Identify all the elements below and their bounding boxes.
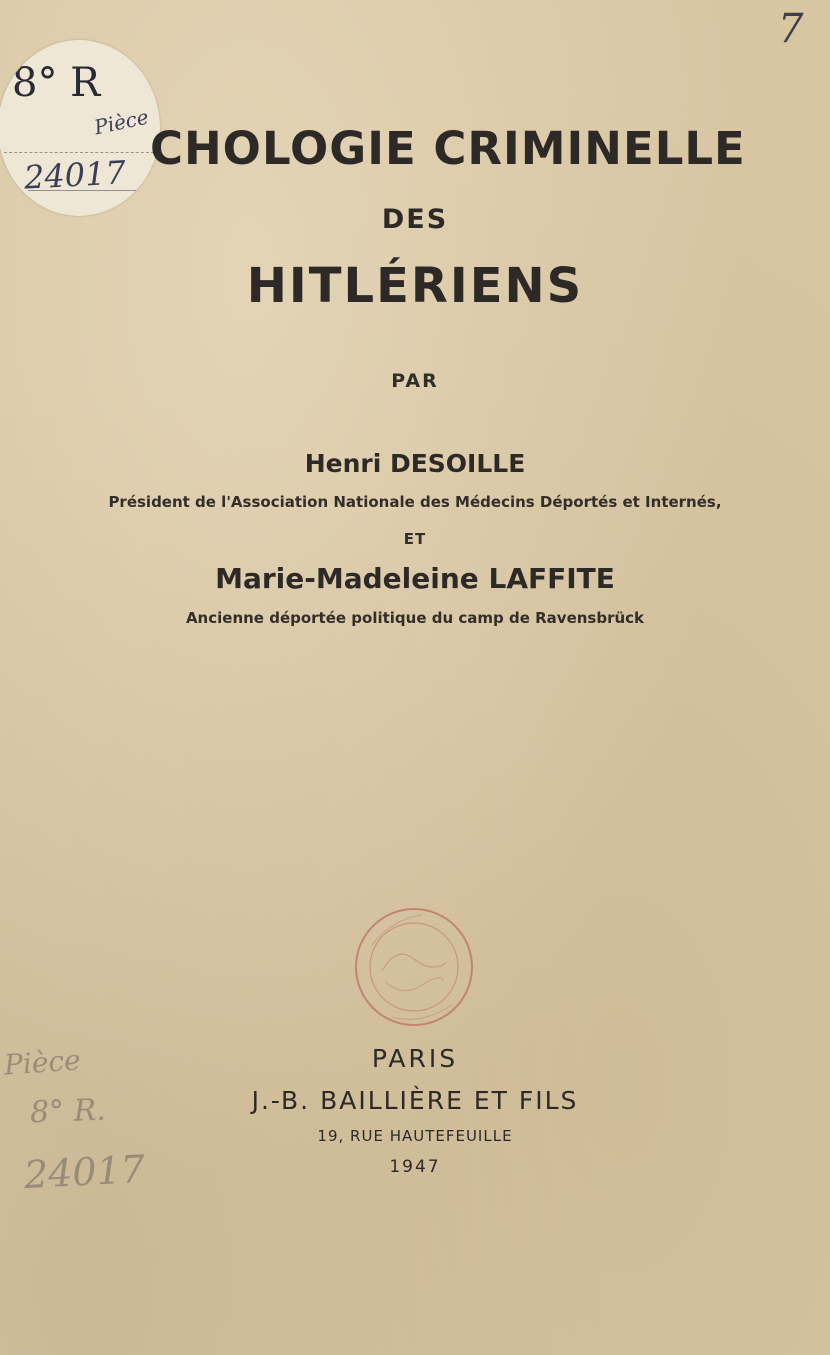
shelfmark-note: Pièce bbox=[92, 104, 151, 140]
imprint-city: PARIS bbox=[371, 1044, 459, 1073]
author-2-name: Marie-Madeleine LAFFITE bbox=[215, 562, 615, 595]
library-shelfmark-label bbox=[0, 40, 160, 216]
shelfmark-number: 24017 bbox=[23, 153, 127, 197]
imprint-publisher: J.-B. BAILLIÈRE ET FILS bbox=[251, 1086, 579, 1115]
imprint-year: 1947 bbox=[389, 1157, 441, 1177]
imprint-address: 19, RUE HAUTEFEUILLE bbox=[317, 1127, 513, 1145]
label-dashed-line bbox=[4, 152, 154, 153]
pencil-note-line-1: Pièce bbox=[2, 1043, 82, 1082]
author-1-role: Président de l'Association Nationale des Médecins Déportés et Internés, bbox=[108, 493, 722, 511]
by-label: PAR bbox=[391, 370, 439, 392]
library-stamp bbox=[352, 905, 476, 1029]
pencil-note-line-2: 8° R. bbox=[29, 1092, 107, 1131]
corner-handwritten-mark: 7 bbox=[778, 6, 804, 52]
authors-conjunction: ET bbox=[403, 530, 427, 548]
shelfmark-prefix: 8° R bbox=[12, 60, 101, 106]
title-line-2: DES bbox=[381, 204, 449, 235]
title-line-3: HITLÉRIENS bbox=[246, 258, 584, 314]
author-2-role: Ancienne déportée politique du camp de Ravensbrück bbox=[185, 609, 645, 627]
author-1-name: Henri DESOILLE bbox=[304, 449, 526, 478]
title-line-1: CHOLOGIE CRIMINELLE bbox=[150, 122, 746, 175]
pencil-note-line-3: 24017 bbox=[22, 1146, 146, 1198]
